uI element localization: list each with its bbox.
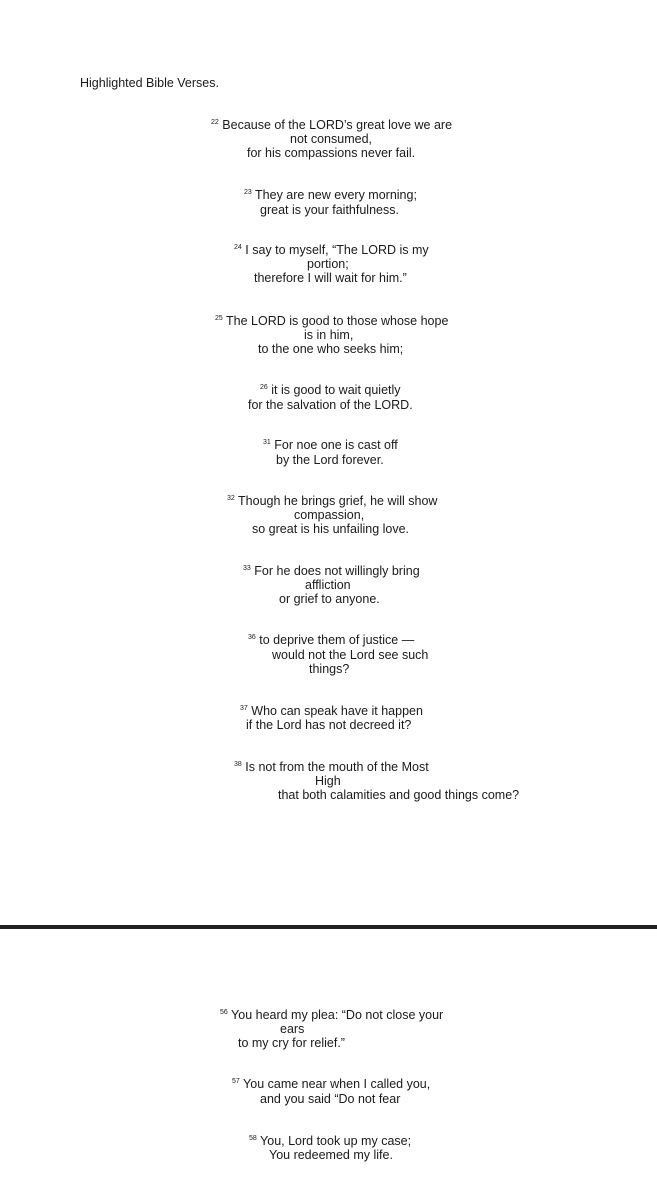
- verse-text: For noe one is cast off: [274, 438, 398, 452]
- verse-line: [260, 383, 401, 397]
- verse-line: [234, 243, 429, 257]
- verse-line: is in him,: [304, 328, 354, 342]
- verse-line: for the salvation of the LORD.: [248, 398, 413, 412]
- verse-text: Because of the LORD’s great love we are: [222, 118, 453, 132]
- verse-text: Though he brings grief, he will show: [238, 494, 438, 508]
- verse-line: compassion,: [294, 508, 365, 522]
- verse-line: affliction: [305, 578, 351, 592]
- verse-line: by the Lord forever.: [276, 453, 384, 467]
- verse-line: not consumed,: [290, 132, 372, 146]
- verse-number: 26: [260, 384, 268, 391]
- verse-number: 25: [215, 315, 223, 322]
- verse-number: 37: [240, 705, 248, 712]
- verse-line: therefore I will wait for him.”: [254, 271, 407, 285]
- verse-line: portion;: [307, 257, 349, 271]
- verse-number: 32: [227, 495, 235, 502]
- verse-line: [263, 438, 398, 452]
- verse-number: 57: [232, 1078, 240, 1085]
- verse-line: [232, 1077, 430, 1091]
- verse-line: [211, 118, 452, 132]
- verse-line: for his compassions never fail.: [247, 146, 416, 160]
- verse-line: [249, 1134, 411, 1148]
- verse-line: You redeemed my life.: [269, 1148, 393, 1162]
- verse-line: to my cry for relief.”: [238, 1036, 345, 1050]
- verse-text: They are new every morning;: [255, 188, 417, 202]
- verse-text: I say to myself, “The LORD is my: [245, 243, 429, 257]
- verse-text: For he does not willingly bring: [254, 564, 420, 578]
- verse-text: You came near when I called you,: [243, 1077, 431, 1091]
- section-divider: [0, 925, 657, 929]
- verse-number: 56: [220, 1009, 228, 1016]
- verse-number: 23: [244, 189, 252, 196]
- verse-line: [240, 704, 423, 718]
- verse-line: [243, 564, 420, 578]
- verse-line: things?: [309, 662, 350, 676]
- verse-line: [234, 760, 429, 774]
- verse-text: You heard my plea: “Do not close your: [231, 1008, 444, 1022]
- verse-line: [220, 1008, 443, 1022]
- verse-text: You, Lord took up my case;: [260, 1134, 412, 1148]
- verse-number: 33: [243, 565, 251, 572]
- page-title: Highlighted Bible Verses.: [80, 76, 219, 90]
- verse-line: [227, 494, 437, 508]
- verse-number: 38: [234, 761, 242, 768]
- verse-line: [248, 633, 414, 647]
- verse-text: to deprive them of justice —: [259, 633, 415, 647]
- verse-line: would not the Lord see such: [272, 648, 429, 662]
- verse-line: great is your faithfulness.: [260, 203, 399, 217]
- verse-number: 22: [211, 119, 219, 126]
- verse-line: High: [315, 774, 341, 788]
- verse-number: 24: [234, 244, 242, 251]
- verse-text: it is good to wait quietly: [271, 383, 401, 397]
- verse-text: Who can speak have it happen: [251, 704, 423, 718]
- verse-line: if the Lord has not decreed it?: [246, 718, 412, 732]
- verse-number: 36: [248, 634, 256, 641]
- verse-line: so great is his unfailing love.: [252, 522, 410, 536]
- verse-text: The LORD is good to those whose hope: [226, 314, 449, 328]
- verse-line: [244, 188, 417, 202]
- verse-line: that both calamities and good things come?: [278, 788, 520, 802]
- verse-line: ears: [280, 1022, 305, 1036]
- verse-line: [215, 314, 448, 328]
- verse-number: 58: [249, 1135, 257, 1142]
- verse-line: to the one who seeks him;: [258, 342, 404, 356]
- verse-line: and you said “Do not fear: [260, 1092, 401, 1106]
- verse-number: 31: [263, 439, 271, 446]
- verse-text: Is not from the mouth of the Most: [245, 760, 429, 774]
- verse-line: or grief to anyone.: [279, 592, 380, 606]
